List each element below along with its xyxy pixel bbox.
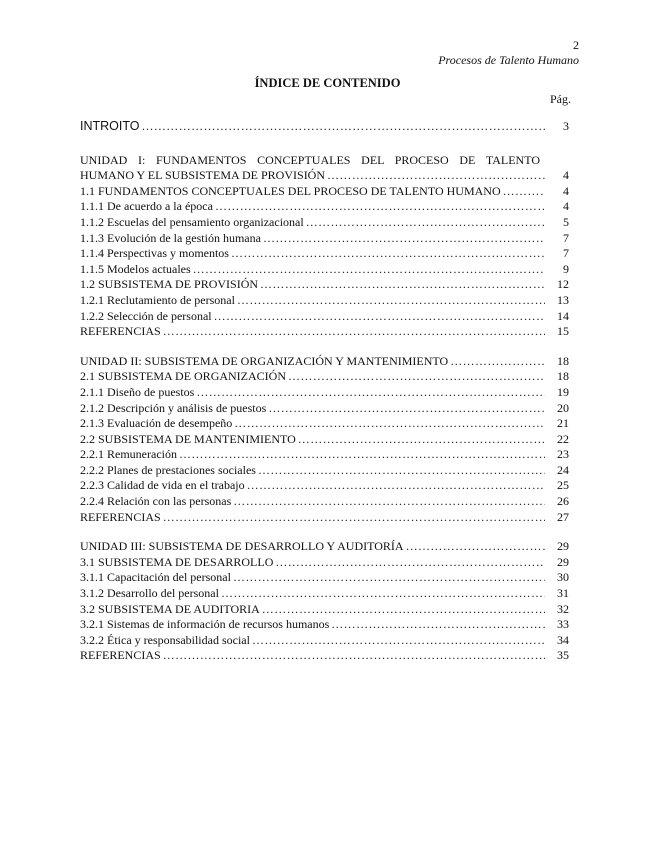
toc-entry[interactable]: [80, 262, 569, 278]
toc-title: ÍNDICE DE CONTENIDO: [254, 76, 401, 90]
dot-leader: [327, 168, 545, 184]
dot-leader: [331, 617, 545, 633]
toc-entry-label: 3.2.1 Sistemas de información de recursos humanos: [80, 617, 330, 632]
toc-entry-label: 3.2 SUBSISTEMA DE AUDITORIA: [80, 601, 260, 616]
dot-leader: [247, 478, 545, 494]
toc-entry-label: 2.2.3 Calidad de vida en el trabajo: [80, 478, 245, 493]
toc-entry[interactable]: [80, 633, 569, 649]
dot-leader: [163, 324, 545, 340]
toc-unit-3: [80, 539, 569, 664]
toc-entry[interactable]: [80, 277, 569, 293]
toc-unit-1: [80, 153, 569, 340]
dot-leader: [275, 555, 545, 571]
toc-entry[interactable]: [80, 478, 569, 494]
toc-entry-page: 19: [557, 384, 569, 399]
toc-entry[interactable]: [80, 309, 569, 325]
toc-entry-label: 3.1 SUBSISTEMA DE DESARROLLO: [80, 554, 274, 569]
dot-leader: [233, 494, 545, 510]
dot-leader: [214, 309, 545, 325]
toc-entry-page: 29: [557, 554, 569, 569]
toc-entry-label: 1.1.2 Escuelas del pensamiento organizacional: [80, 214, 304, 229]
toc-entry-page: 5: [563, 214, 569, 229]
unit-title-line: UNIDAD I: FUNDAMENTOS CONCEPTUALES DEL PROCESO DE TALENTO: [80, 152, 540, 167]
toc-entry-page: 26: [557, 494, 569, 509]
toc-entry[interactable]: [80, 617, 569, 633]
toc-entry-label: UNIDAD III: SUBSISTEMA DE DESARROLLO Y AUDITORÍA: [80, 539, 404, 554]
running-header: Procesos de Talento Humano: [438, 53, 579, 67]
toc-entry-label: 1.1 FUNDAMENTOS CONCEPTUALES DEL PROCESO DE TALENTO HUMANO: [80, 183, 501, 198]
toc-entry-label: 3.1.2 Desarrollo del personal: [80, 586, 219, 601]
dot-leader: [252, 633, 545, 649]
toc-entry[interactable]: [80, 570, 569, 586]
toc-entry-label: 2.1.3 Evaluación de desempeño: [80, 416, 233, 431]
page-number: 2: [573, 38, 579, 52]
toc-entry[interactable]: [80, 293, 569, 309]
toc-entry-label: 1.1.3 Evolución de la gestión humana: [80, 230, 261, 245]
toc-entry-page: 21: [557, 416, 569, 431]
toc-entry-page: 34: [557, 632, 569, 647]
toc-entry[interactable]: [80, 463, 569, 479]
toc-entry-label: 2.1.1 Diseño de puestos: [80, 384, 195, 399]
toc-entry[interactable]: [80, 231, 569, 247]
toc-entry-page: 32: [557, 601, 569, 616]
dot-leader: [163, 648, 545, 664]
toc-entry-page: 29: [557, 539, 569, 554]
dot-leader: [215, 199, 545, 215]
toc-entry-label: 2.1.2 Descripción y análisis de puestos: [80, 400, 267, 415]
toc-entry-page: 9: [563, 261, 569, 276]
dot-leader: [298, 432, 545, 448]
dot-leader: [450, 354, 545, 370]
dot-leader: [288, 369, 545, 385]
toc-entry[interactable]: [80, 184, 569, 200]
toc-entry[interactable]: [80, 369, 569, 385]
toc-entry[interactable]: [80, 246, 569, 262]
toc-entry-label: 1.1.4 Perspectivas y momentos: [80, 246, 229, 261]
toc-entry-unit-1[interactable]: [80, 168, 569, 184]
dot-leader: [268, 401, 545, 417]
toc-entry-label: REFERENCIAS: [80, 324, 161, 339]
dot-leader: [221, 586, 545, 602]
toc-entry-introito[interactable]: [80, 119, 569, 135]
toc-entry[interactable]: [80, 385, 569, 401]
toc-entry-label: 2.2 SUBSISTEMA DE MANTENIMIENTO: [80, 431, 296, 446]
toc-entry-label: 1.1.5 Modelos actuales: [80, 261, 191, 276]
toc-entry-label: 1.2.1 Reclutamiento de personal: [80, 292, 235, 307]
toc-entry-page: 31: [557, 586, 569, 601]
toc-entry-page: 23: [557, 447, 569, 462]
toc-entry[interactable]: [80, 602, 569, 618]
toc-entry-page: 4: [563, 199, 569, 214]
toc-entry-page: 14: [557, 308, 569, 323]
dot-leader: [262, 602, 545, 618]
toc-entry-page: 4: [563, 168, 569, 183]
toc-entry-label: INTROITO: [80, 119, 140, 133]
dot-leader: [237, 293, 545, 309]
toc-entry-unit-2[interactable]: [80, 354, 569, 370]
page-column-label: Pág.: [550, 92, 571, 106]
toc-entry-page: 35: [557, 648, 569, 663]
toc-entry[interactable]: [80, 494, 569, 510]
toc-entry-page: 12: [557, 277, 569, 292]
toc-entry-page: 30: [557, 570, 569, 585]
toc-entry-page: 4: [563, 183, 569, 198]
toc-entry-unit-3[interactable]: [80, 539, 569, 555]
toc-entry-label: REFERENCIAS: [80, 509, 161, 524]
toc-entry-page: 22: [557, 431, 569, 446]
toc-entry[interactable]: [80, 510, 569, 526]
toc-entry[interactable]: [80, 432, 569, 448]
toc-entry[interactable]: [80, 447, 569, 463]
toc-entry-page: 18: [557, 353, 569, 368]
toc-entry-label: HUMANO Y EL SUBSISTEMA DE PROVISIÓN: [80, 168, 326, 183]
toc-entry[interactable]: [80, 586, 569, 602]
toc-entry-label: 2.2.1 Remuneración: [80, 447, 177, 462]
toc-entry-page: 7: [563, 230, 569, 245]
dot-leader: [163, 510, 545, 526]
toc-entry-page: 27: [557, 509, 569, 524]
toc-entry-label: 2.2.2 Planes de prestaciones sociales: [80, 462, 256, 477]
dot-leader: [193, 262, 545, 278]
dot-leader: [179, 447, 545, 463]
toc-entry-label: 2.1 SUBSISTEMA DE ORGANIZACIÓN: [80, 369, 287, 384]
dot-leader: [196, 385, 545, 401]
toc-entry-label: REFERENCIAS: [80, 648, 161, 663]
toc-entry-label: 1.2 SUBSISTEMA DE PROVISIÓN: [80, 277, 259, 292]
dot-leader: [231, 246, 545, 262]
dot-leader: [258, 463, 545, 479]
dot-leader: [260, 277, 545, 293]
toc-entry-label: 1.2.2 Selección de personal: [80, 308, 212, 323]
dot-leader: [406, 539, 545, 555]
dot-leader: [306, 215, 545, 231]
table-of-contents: [80, 119, 569, 664]
toc-entry-page: 20: [557, 400, 569, 415]
toc-entry-label: 2.2.4 Relación con las personas: [80, 494, 232, 509]
toc-entry-label: 3.1.1 Capacitación del personal: [80, 570, 231, 585]
toc-entry-label: UNIDAD II: SUBSISTEMA DE ORGANIZACIÓN Y MANTENIMIENTO: [80, 353, 449, 368]
toc-entry-page: 7: [563, 246, 569, 261]
toc-entry[interactable]: [80, 555, 569, 571]
toc-entry-label: 1.1.1 De acuerdo a la época: [80, 199, 213, 214]
toc-entry-page: 33: [557, 617, 569, 632]
dot-leader: [263, 231, 545, 247]
toc-entry-page: 18: [557, 369, 569, 384]
toc-entry-page: 24: [557, 462, 569, 477]
dot-leader: [503, 184, 545, 200]
toc-entry[interactable]: [80, 416, 569, 432]
toc-entry-page: 3: [563, 119, 569, 133]
dot-leader: [233, 570, 545, 586]
toc-entry-page: 15: [557, 324, 569, 339]
dot-leader: [142, 119, 546, 135]
dot-leader: [234, 416, 545, 432]
toc-entry[interactable]: [80, 401, 569, 417]
toc-unit-2: [80, 354, 569, 526]
toc-entry[interactable]: [80, 324, 569, 340]
toc-entry-label: 3.2.2 Ética y responsabilidad social: [80, 632, 250, 647]
toc-entry-page: 25: [557, 478, 569, 493]
toc-entry-page: 13: [557, 292, 569, 307]
toc-entry[interactable]: [80, 648, 569, 664]
toc-entry[interactable]: [80, 199, 569, 215]
toc-entry[interactable]: [80, 215, 569, 231]
